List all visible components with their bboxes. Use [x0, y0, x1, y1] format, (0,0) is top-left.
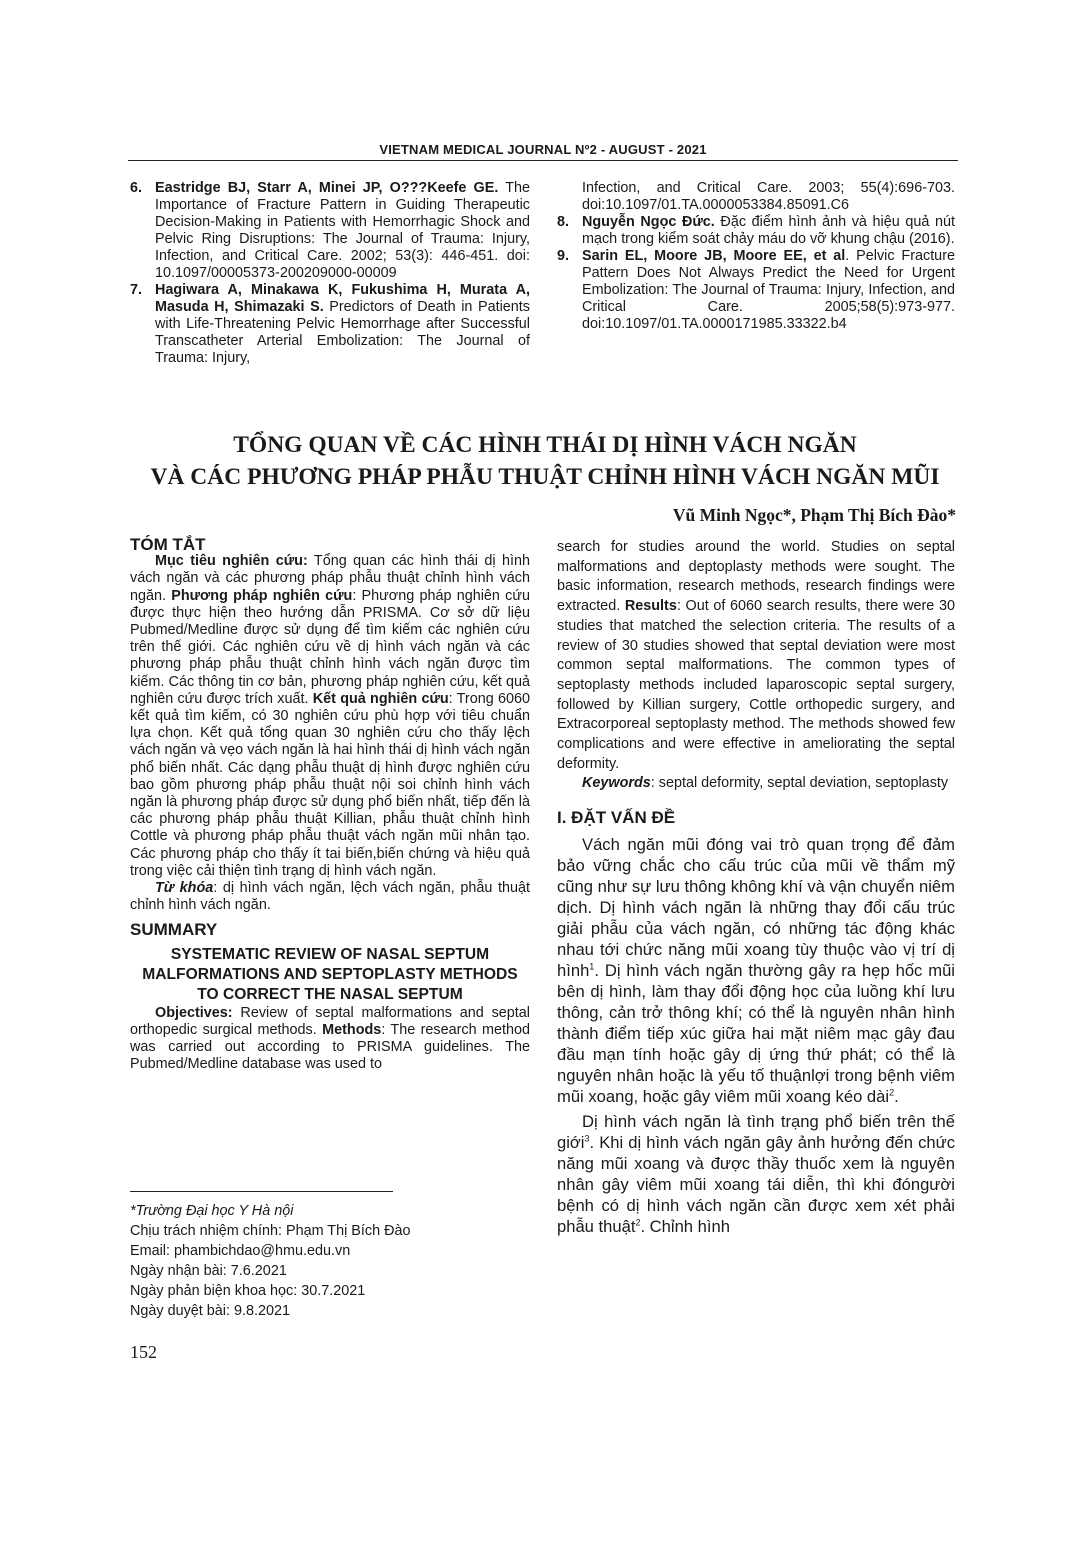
title-line-2: VÀ CÁC PHƯƠNG PHÁP PHẪU THUẬT CHỈNH HÌNH VÁCH NGĂN MŨI [150, 464, 940, 490]
keywords-label: Keywords [582, 775, 651, 792]
keywords-text: : septal deformity, septal deviation, septoplasty [650, 775, 949, 792]
received-date: Ngày nhận bài: 7.6.2021 [130, 1263, 287, 1279]
article-authors: Vũ Minh Ngọc*, Phạm Thị Bích Đào* [672, 505, 956, 525]
intro-paragraph-2: Dị hình vách ngăn là tình trạng phổ biến trên thế giới$^3$. Khi dị hình vách ngăn gây ảnh hưởng đến chức năng mũi xoang và được thầy thuốc xem là nguyên nhân gây viêm mũi xoang tái diễn, thì khi đóngười bệnh có dị hình vách ngăn cần được xem xét phải phẫu thuật$^2$. Chỉnh hình [557, 1111, 955, 1236]
reference-text: Đặc điểm hình ảnh và hiệu quả nút mạch trong kiểm soát chảy máu do vỡ khung chậu (2016). [582, 214, 955, 247]
reference-number: 9. [557, 248, 570, 264]
citation: 3 [584, 1133, 590, 1144]
methods-label: Methods [322, 1021, 382, 1038]
keywords-text: : dị hình vách ngăn, lệch vách ngăn, phẫu thuật chỉnh hình vách ngăn. [130, 880, 530, 914]
reference-authors: Nguyễn Ngọc Đức. [582, 214, 715, 230]
citation: 2 [889, 1087, 895, 1098]
footnotes [130, 1201, 530, 1321]
reviewed-date: Ngày phản biện khoa học: 30.7.2021 [130, 1283, 366, 1299]
objective-text: Tổng quan các hình thái dị hình vách ngăn và các phương pháp phẫu thuật chỉnh hình vách ngăn. [130, 553, 530, 604]
right-column [557, 538, 955, 1237]
accepted-date: Ngày duyệt bài: 9.8.2021 [130, 1303, 291, 1319]
result-text: : Trong 6060 kết quả tìm kiếm, có 30 nghiên cứu phù hợp với tiêu chuẩn lựa chọn. Kết quả tổng quan 30 nghiên cứu cho thấy lệch vách ngăn và vẹo vách ngăn là hai hình thái dị hình vách ngăn phổ biến nhất. Các dạng phẫu thuật dị hình được nghiên cứu bao gồm phương pháp phẫu thuật nội soi chỉnh hình vách ngăn là phương pháp được sử dụng phổ biến nhất, tiếp đến là các phương pháp phẫu thuật Killian, phẫu thuật chỉnh hình Cottle và phương pháp phẫu thuật vách ngăn mũi nhân tạo. Các phương pháp cho thấy ít tai biến,biến chứng và hiệu quả trong việc cải thiện tình trạng dị hình vách ngăn. [130, 690, 530, 879]
intro-heading: I. ĐẶT VẤN ĐỀ [557, 808, 676, 828]
summary-paragraph [130, 1005, 530, 1074]
reference-8 [557, 214, 955, 248]
reference-authors: Sarin EL, Moore JB, Moore EE, et al [582, 248, 846, 264]
reference-number: 8. [557, 214, 570, 230]
footnote-rule [130, 1191, 393, 1192]
methods-text: : The research method was carried out according to PRISMA guidelines. The Pubmed/Medline database was used to [130, 1021, 530, 1073]
tom-tat-heading: TÓM TẮT [130, 535, 206, 554]
keywords-label: Từ khóa [155, 880, 214, 897]
reference-text: The Importance of Fracture Pattern in Guiding Therapeutic Decision-Making in Patients with Hemorrhagic Shock and Pelvic Ring Disruptions: The Journal of Trauma: Injury, Infection, and Critical Care. 2002; 53(3): 446-451. doi: 10.1097/00005373-200209000-00009 [155, 180, 531, 281]
reference-number: 7. [130, 282, 143, 298]
reference-text: . Pelvic Fracture Pattern Does Not Always Predict the Need for Urgent Embolization: The Journal of Trauma: Injury, Infection, and Critical Care. 2005;58(5):973-977. doi:10.1097/01.TA.0000171985.33322.b4 [582, 248, 955, 332]
reference-9 [557, 248, 955, 333]
left-column [130, 536, 530, 1073]
reference-text: Predictors of Death in Patients with Life-Threatening Pelvic Hemorrhage after Successful Transcatheter Arterial Embolization: The Journal of Trauma: Injury, [155, 299, 530, 366]
title-line-1: TỔNG QUAN VỀ CÁC HÌNH THÁI DỊ HÌNH VÁCH NGĂN [233, 432, 857, 458]
references-left [130, 180, 530, 367]
reference-number: 6. [130, 180, 143, 196]
intro-body [557, 834, 955, 1237]
journal-header: VIETNAM MEDICAL JOURNAL Nº2 - AUGUST - 2021 [379, 142, 707, 157]
affiliation: *Trường Đại học Y Hà nội [130, 1203, 294, 1219]
reference-7-continuation: Infection, and Critical Care. 2003; 55(4):696-703. doi:10.1097/01.TA.0000053384.85091.C6 [582, 180, 955, 213]
method-label: Phương pháp nghiên cứu [171, 587, 353, 604]
email: Email: phambichdao@hmu.edu.vn [130, 1243, 351, 1259]
results-label: Results [624, 598, 677, 615]
citation: 2 [635, 1217, 641, 1228]
responsible-author: Chịu trách nhiệm chính: Phạm Thị Bích Đào [130, 1223, 411, 1239]
summary-heading: SUMMARY [130, 920, 218, 940]
objectives-text: Review of septal malformations and septal orthopedic surgical methods. [130, 1004, 530, 1038]
method-text: : Phương pháp nghiên cứu được thực hiện theo hướng dẫn PRISMA. Cơ sở dữ liệu Pubmed/Medline được sử dụng để tìm kiếm các nghiên cứu trên thế giới. Các nghiên cứu về dị hình vách ngăn và các phương pháp phẫu thuật chỉnh hình vách ngăn được tìm kiếm. Các thông tin cơ bản, phương pháp nghiên cứu, kết quả nghiên cứu được trích xuất. [130, 587, 530, 707]
references-right [557, 180, 955, 333]
article-title [150, 429, 940, 493]
tom-tat-paragraph [130, 553, 530, 880]
reference-authors: Hagiwara A, Minakawa K, Fukushima H, Murata A, Masuda H, Shimazaki S. [155, 282, 530, 315]
objectives-label: Objectives: [155, 1004, 233, 1021]
citation: 1 [589, 961, 595, 972]
summary-title: SYSTEMATIC REVIEW OF NASAL SEPTUM MALFORMATIONS AND SEPTOPLASTY METHODS TO CORRECT THE NASAL SEPTUM [142, 945, 518, 1003]
reference-6 [130, 180, 530, 282]
tom-tat-keywords [130, 880, 530, 914]
results-text: : Out of 6060 search results, there were 30 studies that matched the selection criteria. The results of a review of 30 studies showed that septal deviation were most common septal malformations. The common types of septoplasty methods included laparoscopic septal surgery, followed by Killian surgery, Cottle orthopedic surgery, and Extracorporeal septoplasty method. The methods showed few complications and were effective in ameliorating the septal deformity. [557, 598, 955, 772]
objective-label: Mục tiêu nghiên cứu: [155, 553, 308, 570]
reference-authors: Eastridge BJ, Starr A, Minei JP, O???Keefe GE. [155, 180, 499, 196]
page-number: 152 [130, 1342, 157, 1362]
result-label: Kết quả nghiên cứu [312, 690, 449, 707]
summary-continuation-text: search for studies around the world. Studies on septal malformations and deptoplasty methods were sought. The basic information, research methods, research findings were extracted. [557, 539, 955, 615]
intro-paragraph-1: Vách ngăn mũi đóng vai trò quan trọng để đảm bảo vững chắc cho cấu trúc của mũi về thẩm mỹ cũng như sự lưu thông không khí và vận chuyển niêm dịch. Dị hình vách ngăn là những thay đổi cấu trúc giải phẫu của vách ngăn, có những tác động khác nhau tới chức năng mũi xoang tùy thuộc vào vị trí dị hình$^1$. Dị hình vách ngăn thường gây ra hẹp hốc mũi bên dị hình, làm thay đổi động học của luồng khí lưu thông, cản trở thông khí; có thể là nguyên nhân hình thành điểm tiếp xúc giữa hai mặt niêm mạc gây đau đầu mạn tính hoặc gây dị ứng thứ phát; có thể là nguyên nhân hoặc là yếu tố thuậnlợi trong bệnh viêm mũi xoang, hoặc gây viêm mũi xoang kéo dài$^2$. [557, 834, 955, 1106]
reference-7 [130, 282, 530, 367]
header-rule [128, 160, 958, 161]
summary-continuation [557, 538, 955, 774]
summary-keywords [557, 774, 955, 794]
